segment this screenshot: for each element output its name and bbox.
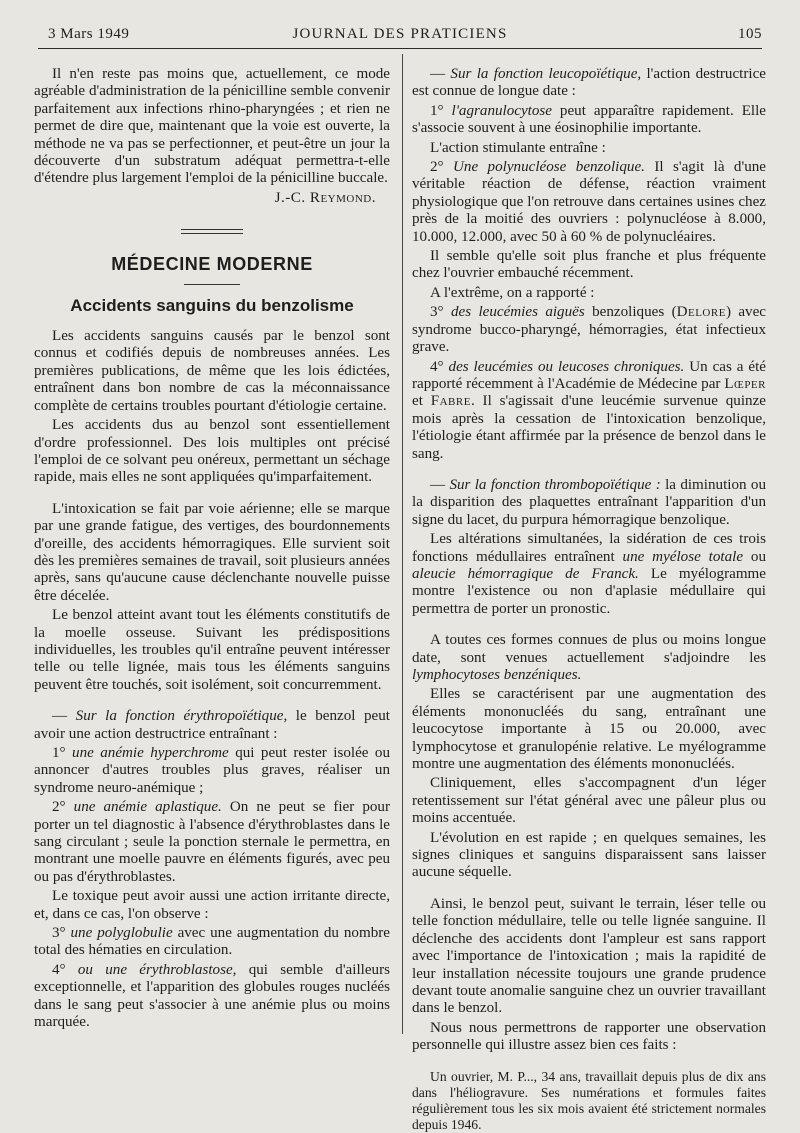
paragraph: — Sur la fonction leucopoïétique, l'action destructrice est connue de longue date :	[412, 66, 766, 100]
left-column	[34, 66, 390, 1032]
observation-paragraph: Un ouvrier, M. P..., 34 ans, travaillait depuis plus de dix ans dans l'héliogravure. Ses numérations et formules faites régulièrement tous les six mois avaient été strictement normales depuis 1946.	[412, 1068, 766, 1133]
paragraph: Le benzol atteint avant tout les éléments constitutifs de la moelle osseuse. Suivant les prédispositions individuelles, les troubles qu'il entraîne peuvent intéresser telle ou telle lignée, mais tous les éléments sanguins peuvent être touchés, soit isolément, soit concurremment.	[34, 607, 390, 693]
paragraph: — Sur la fonction thrombopoïétique : la diminution ou la disparition des plaquettes entraînant l'apparition d'un signe du lacet, du purpura hémorragique benzolique.	[412, 476, 766, 528]
running-header	[38, 26, 762, 48]
paragraph: A l'extrême, on a rapporté :	[430, 284, 595, 301]
paragraph: 1° l'agranulocytose peut apparaître rapidement. Elle s'associe souvent à une éosinophilie importante.	[412, 102, 766, 137]
paragraph: 2° une anémie aplastique. On ne peut se fier pour porter un tel diagnostic à l'absence d'érythroblastes dans le sang circulant ; seule la ponction sternale le permettra, en montrant une moelle pauvre en éléments figurés, avec peu ou pas d'érythroblastes.	[34, 799, 390, 885]
paragraph: Les accidents dus au benzol sont essentiellement d'ordre professionnel. Des lois multiples ont précisé l'emploi de ce solvant peu onéreux, permettant un séchage rapide, mais elles ne sont appliquées qu'imparfaitement.	[34, 417, 390, 486]
paragraph: Nous nous permettrons de rapporter une observation personnelle qui illustre assez bien ces faits :	[412, 1019, 766, 1054]
paragraph: Il n'en reste pas moins que, actuellement, ce mode agréable d'administration de la pénicilline semble convenir parfaitement aux infections rhino-pharyngées ; et rien ne permet de dire que, maintenant que la voie est ouverte, la méthode ne va pas se perfectionner, et peut-être un jour la découverte d'un substratum adéquat permettra-t-elle d'étendre plus largement l'emploi de la pénicilline buccale.	[34, 66, 390, 187]
paragraph: 3° des leucémies aiguës benzoliques (Delore) avec syndrome bucco-pharyngé, hémorragies, état infectieux grave.	[412, 304, 766, 356]
paragraph: Elles se caractérisent par une augmentation des éléments mononucléés du sang, entraînant une leucocytose importante à 15 ou 20.000, avec lymphocytose et granulopénie relative. Le myélogramme montre une augmentation des éléments mononucléés.	[412, 686, 766, 773]
author-signature: J.-C. Reymond.	[274, 189, 376, 206]
paragraph: A toutes ces formes connues de plus ou moins longue date, sont venues actuellement s'adjoindre les lymphocytoses benzéniques.	[412, 632, 766, 683]
paragraph: L'intoxication se fait par voie aérienne; elle se marque par une grande fatigue, des vertiges, des bourdonnements d'oreille, des accidents hémorragiques. Elle survient soit dès les premières semaines de travail, soit plusieurs années après, sans qu'aucune cause déclenchante nouvelle puisse être décelée.	[34, 500, 390, 604]
paragraph: L'évolution en est rapide ; en quelques semaines, les signes cliniques et sanguins disparaissent sans laisser aucune séquelle.	[412, 829, 766, 881]
journal-name: JOURNAL DES PRATICIENS	[292, 26, 508, 42]
right-column	[412, 66, 766, 1133]
paragraph: Les accidents sanguins causés par le benzol sont connus et codifiés depuis de nombreuses années. Les premières publications, de même que les lois édictées, entraînent dans bon nombre de cas la méconnaissance complète de certains troubles pourtant d'étiologie certaine.	[34, 328, 390, 414]
section-rule	[184, 284, 240, 285]
paragraph: Ainsi, le benzol peut, suivant le terrain, léser telle ou telle fonction médullaire, telle ou telle lignée sanguine. Il déclenche des accidents dont l'ampleur est sans rapport avec l'importance de l'intoxication ; mais la rapidité de leur installation nécessite toujours une grande prudence devant toute anomalie sanguine chez un ouvrier travaillant dans le benzol.	[412, 895, 766, 1017]
paragraph: 4° ou une érythroblastose, qui semble d'ailleurs exceptionnelle, et l'apparition des globules rouges nucléés dans le sang peut s'associer à une anémie plus ou moins marquée.	[34, 961, 390, 1031]
issue-date: 3 Mars 1949	[48, 26, 130, 42]
paragraph: Le toxique peut avoir aussi une action irritante directe, et, dans ce cas, l'on observe :	[34, 888, 390, 922]
article-title: Accidents sanguins du benzolisme	[70, 295, 354, 315]
header-rule	[38, 48, 762, 49]
paragraph: 2° Une polynucléose benzolique. Il s'agit là d'une véritable réaction de défense, réaction vraiment physiologique que l'on retrouve dans certaines usines chez près de la moitié des ouvriers : polynucléose à 8.000, 10.000, 12.000, avec 50 à 60 % de polynucléaires.	[412, 159, 766, 245]
paragraph: 1° une anémie hyperchrome qui peut rester isolée ou annoncer d'autres troubles plus graves, réaliser un syndrome neuro-anémique ;	[34, 745, 390, 796]
paragraph: Les altérations simultanées, la sidération de ces trois fonctions médullaires entraînent une myélose totale ou aleucie hémorragique de Franck. Le myélogramme montre l'existence ou non d'aplasie médullaire qui permettra de porter un pronostic.	[412, 531, 767, 617]
paragraph: — Sur la fonction érythropoïétique, le benzol peut avoir une action destructrice entraînant :	[34, 708, 391, 742]
separator-rule	[181, 229, 243, 234]
section-heading: MÉDECINE MODERNE	[111, 254, 313, 275]
paragraph: Cliniquement, elles s'accompagnent d'un léger retentissement sur l'état général avec une pâleur plus ou moins accentuée.	[412, 775, 766, 827]
page-number: 105	[738, 26, 762, 42]
paragraph: L'action stimulante entraîne :	[430, 139, 606, 156]
column-divider	[402, 54, 403, 1034]
paragraph: 3° une polyglobulie avec une augmentation du nombre total des hématies en circulation.	[34, 925, 390, 959]
paragraph: Il semble qu'elle soit plus franche et plus fréquente chez l'ouvrier embauché récemment.	[412, 248, 766, 282]
paragraph: 4° des leucémies ou leucoses chroniques. Un cas a été rapporté récemment à l'Académie de Médecine par Lœper et Fabre. Il s'agissait d'une leucémie survenue quinze mois après la cessation de l'intoxication benzolique, l'étiologie étant affirmée par la présence de benzol dans le sang.	[412, 358, 767, 462]
